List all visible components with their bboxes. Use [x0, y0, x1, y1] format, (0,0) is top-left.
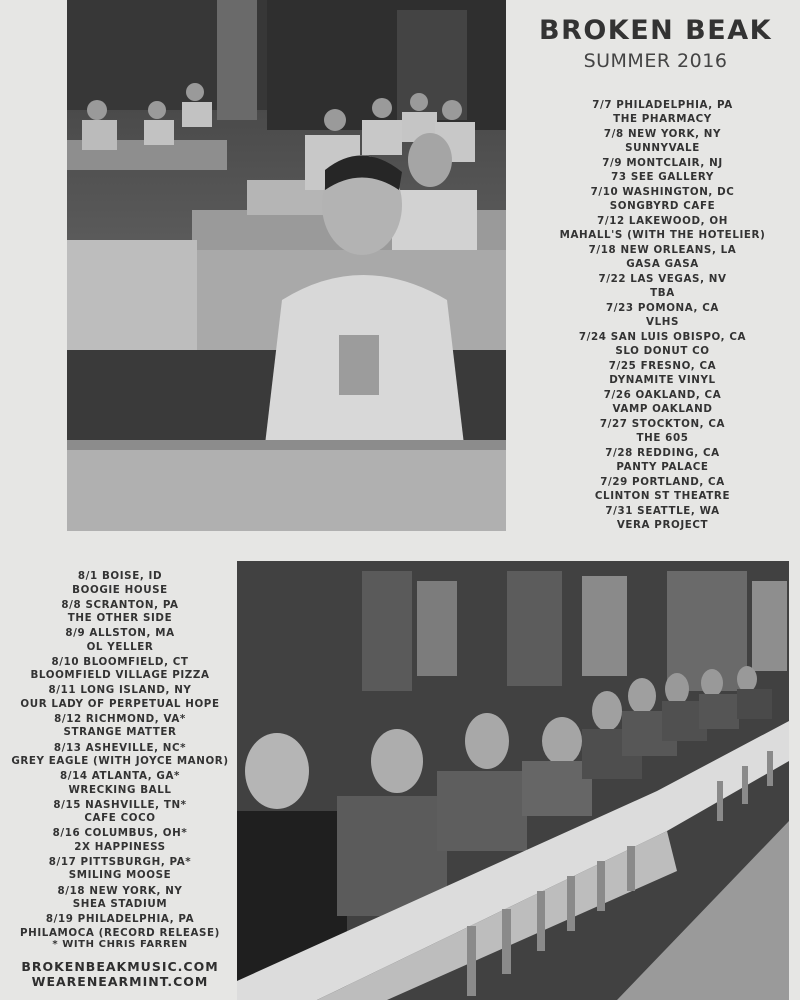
show-entry	[520, 157, 800, 186]
show-date-city: 8/9 ALLSTON, MA	[65, 627, 175, 640]
show-entry	[520, 389, 800, 418]
show-venue: SMILING MOOSE	[68, 869, 172, 882]
show-entry	[6, 799, 234, 828]
show-date-city: 7/18 NEW ORLEANS, LA	[588, 244, 737, 256]
show-date-city: 7/9 MONTCLAIR, NJ	[602, 157, 723, 169]
show-date-city: 8/8 SCRANTON, PA	[61, 598, 179, 611]
show-date-city: 7/28 REDDING, CA	[605, 447, 720, 459]
show-venue: PANTY PALACE	[616, 460, 709, 473]
show-venue: GASA GASA	[626, 257, 699, 270]
show-date-city: 7/31 SEATTLE, WA	[605, 505, 720, 517]
website-brokenbeak[interactable]: BROKENBEAKMUSIC.COM	[21, 959, 219, 974]
show-entry	[6, 827, 234, 856]
show-entry	[520, 99, 800, 128]
show-entry	[6, 742, 234, 771]
show-venue: PHILAMOCA (RECORD RELEASE)	[20, 926, 220, 939]
show-venue: SLO DONUT CO	[615, 344, 710, 357]
website-links	[6, 959, 234, 989]
show-entry	[520, 186, 800, 215]
footnote-chris-farren: * WITH CHRIS FARREN	[52, 938, 188, 950]
tour-dates-august	[6, 570, 234, 951]
show-venue: VAMP OAKLAND	[612, 402, 713, 415]
show-date-city: 7/25 FRESNO, CA	[608, 360, 717, 372]
show-entry	[520, 331, 800, 360]
photo-men-praying	[237, 561, 789, 1000]
show-venue: 2X HAPPINESS	[74, 840, 166, 853]
show-date-city: 8/15 NASHVILLE, TN*	[53, 798, 187, 811]
show-entry	[520, 360, 800, 389]
show-date-city: 7/26 OAKLAND, CA	[603, 389, 722, 401]
show-date-city: 7/24 SAN LUIS OBISPO, CA	[578, 331, 747, 343]
show-venue: WRECKING BALL	[68, 783, 172, 796]
show-venue: CLINTON ST THEATRE	[594, 489, 731, 502]
show-date-city: 8/14 ATLANTA, GA*	[59, 770, 181, 783]
show-venue: MAHALL'S (WITH THE HOTELIER)	[559, 228, 766, 241]
show-venue: SONGBYRD CAFE	[609, 199, 716, 212]
show-date-city: 7/23 POMONA, CA	[606, 302, 719, 314]
show-date-city: 8/19 PHILADELPHIA, PA	[45, 913, 195, 926]
show-date-city: 8/18 NEW YORK, NY	[57, 884, 183, 897]
tour-dates-july	[520, 99, 800, 534]
show-venue: VERA PROJECT	[616, 518, 709, 531]
show-venue: OUR LADY OF PERPETUAL HOPE	[20, 697, 220, 710]
show-venue: GREY EAGLE (WITH JOYCE MANOR)	[11, 755, 229, 768]
show-entry	[520, 505, 800, 534]
show-entry	[520, 418, 800, 447]
show-venue: DYNAMITE VINYL	[609, 373, 716, 386]
show-entry	[6, 770, 234, 799]
show-date-city: 7/27 STOCKTON, CA	[599, 418, 726, 430]
show-date-city: 8/13 ASHEVILLE, NC*	[53, 741, 187, 754]
show-entry	[520, 273, 800, 302]
show-venue: THE OTHER SIDE	[67, 612, 173, 625]
poster-header	[518, 16, 793, 72]
show-entry	[520, 476, 800, 505]
show-venue: THE PHARMACY	[613, 112, 712, 125]
show-entry	[6, 570, 234, 599]
show-venue: THE 605	[636, 431, 689, 444]
show-venue: BLOOMFIELD VILLAGE PIZZA	[30, 669, 210, 682]
tour-season: SUMMER 2016	[583, 50, 728, 72]
show-entry	[520, 128, 800, 157]
show-entry	[6, 885, 234, 914]
show-entry	[520, 447, 800, 476]
show-date-city: 8/11 LONG ISLAND, NY	[48, 684, 192, 697]
show-date-city: 8/12 RICHMOND, VA*	[54, 712, 186, 725]
show-date-city: 8/1 BOISE, ID	[77, 570, 163, 582]
show-date-city: 7/8 NEW YORK, NY	[603, 128, 722, 140]
show-entry	[520, 302, 800, 331]
show-date-city: 8/17 PITTSBURGH, PA*	[48, 855, 192, 868]
show-entry	[6, 856, 234, 885]
show-venue: BOOGIE HOUSE	[72, 583, 168, 596]
show-entry	[6, 684, 234, 713]
show-entry	[6, 627, 234, 656]
show-entry	[6, 713, 234, 742]
photo-boys-praying	[67, 0, 506, 531]
show-venue: TBA	[650, 286, 675, 299]
show-date-city: 7/10 WASHINGTON, DC	[590, 186, 735, 198]
show-entry	[6, 656, 234, 685]
show-entry	[6, 599, 234, 628]
band-name: BROKEN BEAK	[538, 15, 773, 46]
show-entry	[520, 215, 800, 244]
show-date-city: 7/29 PORTLAND, CA	[600, 476, 725, 488]
show-venue: VLHS	[646, 315, 679, 328]
show-date-city: 8/10 BLOOMFIELD, CT	[51, 655, 189, 668]
show-date-city: 7/12 LAKEWOOD, OH	[597, 215, 728, 227]
show-venue: 73 SEE GALLERY	[611, 170, 714, 183]
show-venue: CAFE COCO	[84, 812, 156, 825]
show-venue: OL YELLER	[86, 640, 154, 653]
show-date-city: 7/22 LAS VEGAS, NV	[598, 273, 727, 285]
show-date-city: 7/7 PHILADELPHIA, PA	[592, 99, 733, 111]
show-entry	[520, 244, 800, 273]
show-date-city: 8/16 COLUMBUS, OH*	[52, 827, 188, 840]
show-venue: SHEA STADIUM	[72, 898, 168, 911]
website-wearenearmint[interactable]: WEARENEARMINT.COM	[31, 974, 209, 989]
show-venue: STRANGE MATTER	[63, 726, 177, 739]
show-venue: SUNNYVALE	[625, 141, 700, 154]
